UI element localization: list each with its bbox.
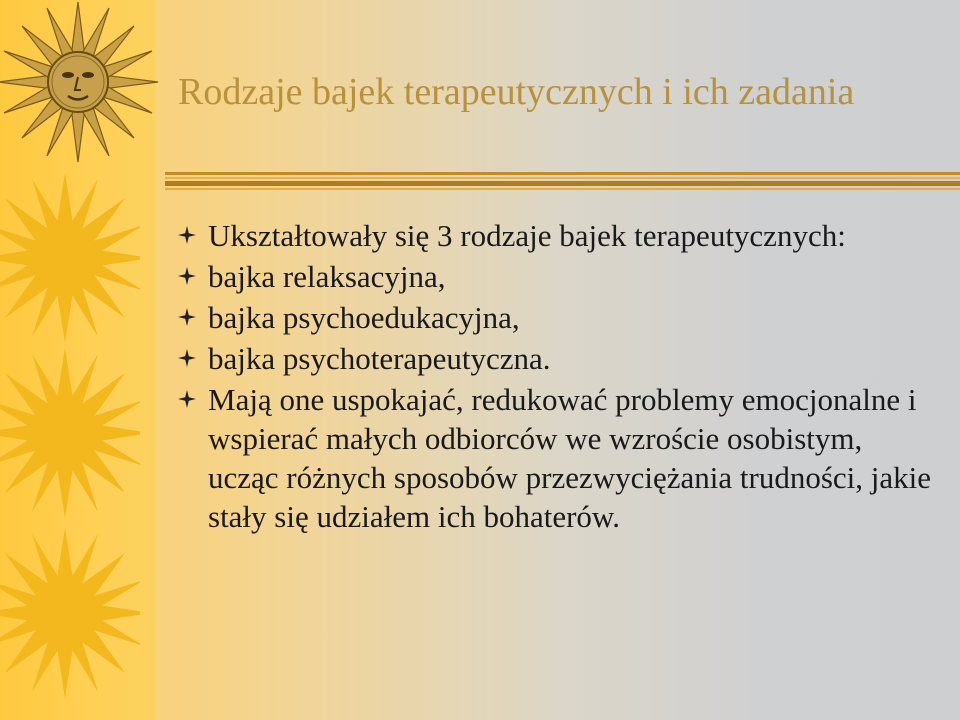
title-divider xyxy=(165,170,960,192)
sun-icon xyxy=(0,170,140,345)
sun-face-icon xyxy=(0,0,160,165)
bullet-text: bajka psychoterapeutyczna. xyxy=(208,341,551,376)
bullet-text: Mają one uspokajać, redukować problemy emocjonalne i wspierać małych odbiorców we wzroście osobistym, ucząc różnych sposobów przezwyciężania trudności, jakie stały się udziałem ich bohaterów. xyxy=(208,382,932,534)
bullet-item xyxy=(178,216,938,255)
four-point-star-icon xyxy=(178,308,196,326)
bullet-text: bajka relaksacyjna, xyxy=(208,259,446,294)
sun-icon xyxy=(0,345,140,520)
four-point-star-icon xyxy=(178,349,196,367)
four-point-star-icon xyxy=(178,267,196,285)
bullet-list xyxy=(178,216,938,538)
bullet-item xyxy=(178,298,938,337)
sun-icon xyxy=(0,525,140,700)
four-point-star-icon xyxy=(178,226,196,244)
slide-title: Rodzaje bajek terapeutycznych i ich zadania xyxy=(178,71,855,113)
bullet-text: Ukształtowały się 3 rodzaje bajek terapeutycznych: xyxy=(208,218,846,253)
bullet-text: bajka psychoedukacyjna, xyxy=(208,300,520,335)
bullet-item xyxy=(178,339,938,378)
four-point-star-icon xyxy=(178,390,196,408)
bullet-item xyxy=(178,257,938,296)
bullet-item xyxy=(178,380,938,536)
